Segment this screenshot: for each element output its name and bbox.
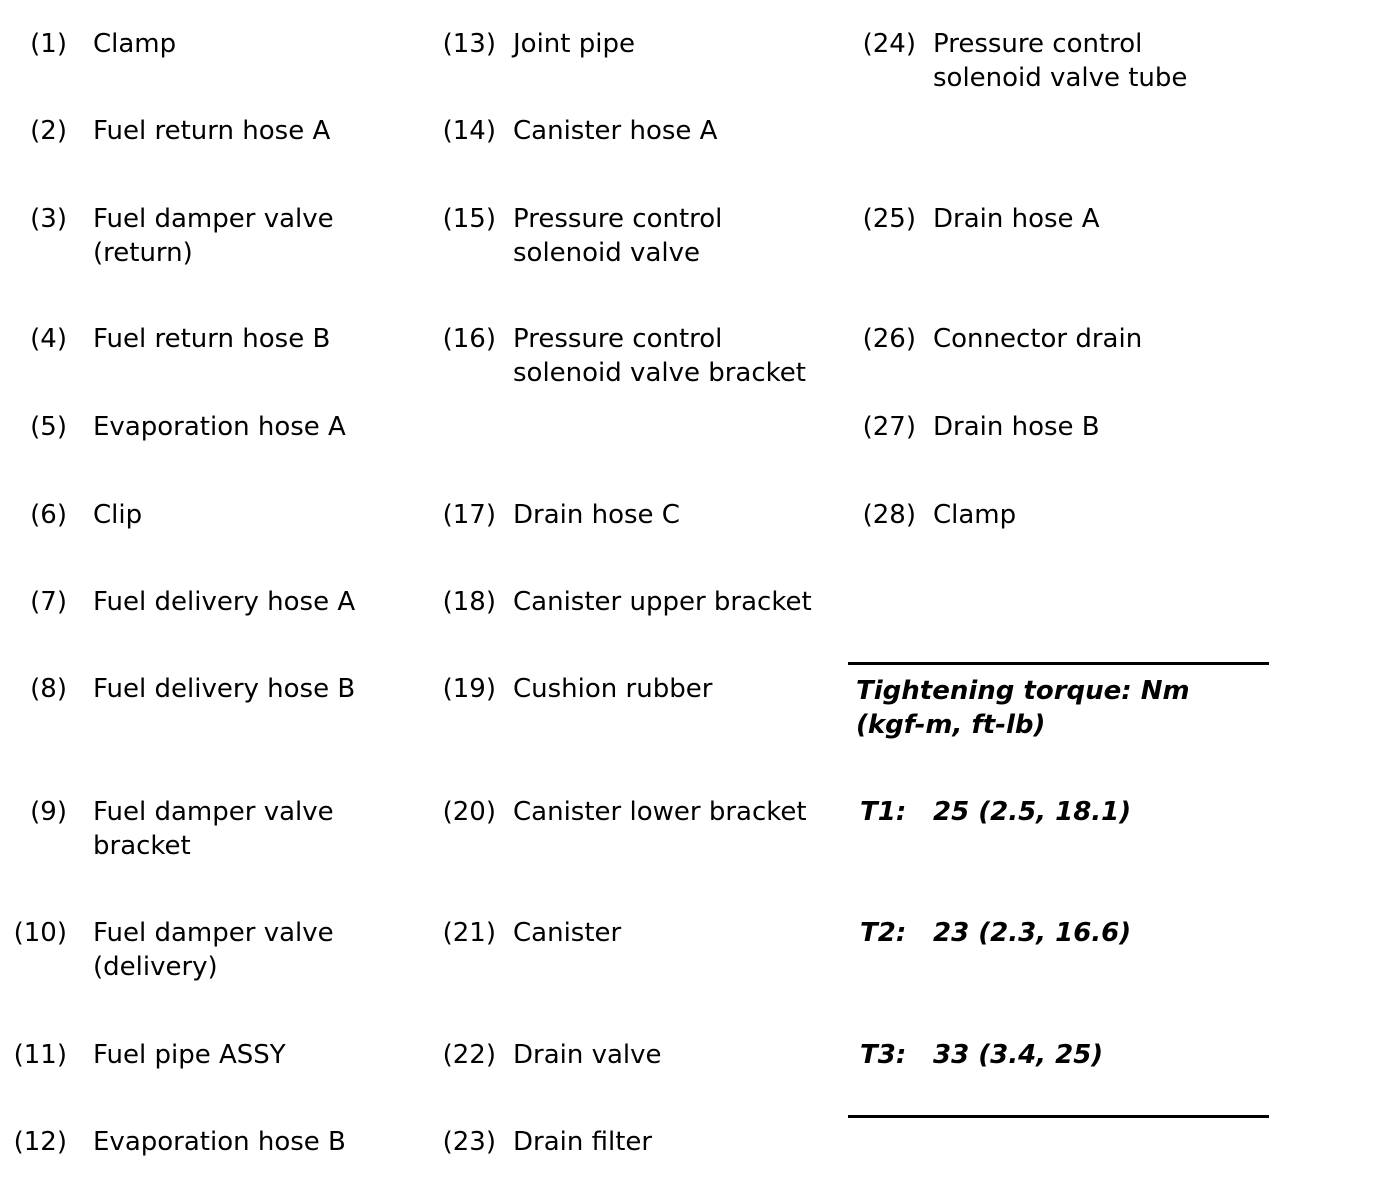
part-number: (4) xyxy=(30,324,67,354)
part-name: Drain hose A xyxy=(933,204,1100,234)
part-number: (6) xyxy=(30,500,67,530)
part-number: (17) xyxy=(442,500,496,530)
part-name: Evaporation hose B xyxy=(93,1127,346,1157)
part-number: (11) xyxy=(13,1040,67,1070)
part-number: (21) xyxy=(442,918,496,948)
part-name: Evaporation hose A xyxy=(93,412,346,442)
torque-key: T1: xyxy=(860,797,907,827)
part-name: Fuel delivery hose A xyxy=(93,587,356,617)
part-number: (12) xyxy=(13,1127,67,1157)
part-name: Fuel damper valve (return) xyxy=(93,204,334,268)
part-number: (27) xyxy=(862,412,916,442)
part-number: (7) xyxy=(30,587,67,617)
torque-value: 33 (3.4, 25) xyxy=(933,1040,1104,1070)
part-name: Clip xyxy=(93,500,143,530)
torque-title: Tightening torque: Nm (kgf-m, ft-lb) xyxy=(856,676,1190,740)
part-number: (19) xyxy=(442,674,496,704)
part-number: (16) xyxy=(442,324,496,354)
part-number: (9) xyxy=(30,797,67,827)
part-number: (24) xyxy=(862,29,916,59)
part-name: Connector drain xyxy=(933,324,1143,354)
part-name: Pressure control solenoid valve tube xyxy=(933,29,1188,93)
part-name: Fuel damper valve (delivery) xyxy=(93,918,334,982)
part-name: Cushion rubber xyxy=(513,674,713,704)
part-name: Joint pipe xyxy=(513,29,635,59)
part-name: Canister hose A xyxy=(513,116,718,146)
part-number: (3) xyxy=(30,204,67,234)
part-name: Fuel delivery hose B xyxy=(93,674,356,704)
torque-bottom-rule xyxy=(848,1115,1269,1118)
part-name: Drain hose B xyxy=(933,412,1100,442)
part-name: Drain filter xyxy=(513,1127,653,1157)
torque-value: 25 (2.5, 18.1) xyxy=(933,797,1132,827)
part-name: Pressure control solenoid valve bracket xyxy=(513,324,806,388)
part-number: (10) xyxy=(13,918,67,948)
part-name: Fuel return hose A xyxy=(93,116,331,146)
part-number: (5) xyxy=(30,412,67,442)
part-number: (14) xyxy=(442,116,496,146)
part-name: Clamp xyxy=(933,500,1017,530)
part-name: Clamp xyxy=(93,29,177,59)
part-name: Fuel damper valve bracket xyxy=(93,797,334,861)
part-name: Drain hose C xyxy=(513,500,680,530)
part-number: (1) xyxy=(30,29,67,59)
part-number: (28) xyxy=(862,500,916,530)
torque-value: 23 (2.3, 16.6) xyxy=(933,918,1132,948)
part-name: Canister upper bracket xyxy=(513,587,812,617)
part-name: Fuel return hose B xyxy=(93,324,331,354)
torque-key: T3: xyxy=(860,1040,907,1070)
part-number: (26) xyxy=(862,324,916,354)
part-number: (8) xyxy=(30,674,67,704)
part-number: (25) xyxy=(862,204,916,234)
part-name: Drain valve xyxy=(513,1040,662,1070)
part-name: Canister xyxy=(513,918,622,948)
part-name: Canister lower bracket xyxy=(513,797,807,827)
part-number: (20) xyxy=(442,797,496,827)
torque-top-rule xyxy=(848,662,1269,665)
part-number: (23) xyxy=(442,1127,496,1157)
part-number: (13) xyxy=(442,29,496,59)
part-number: (15) xyxy=(442,204,496,234)
part-number: (2) xyxy=(30,116,67,146)
part-number: (18) xyxy=(442,587,496,617)
part-name: Fuel pipe ASSY xyxy=(93,1040,286,1070)
torque-key: T2: xyxy=(860,918,907,948)
part-number: (22) xyxy=(442,1040,496,1070)
part-name: Pressure control solenoid valve xyxy=(513,204,723,268)
